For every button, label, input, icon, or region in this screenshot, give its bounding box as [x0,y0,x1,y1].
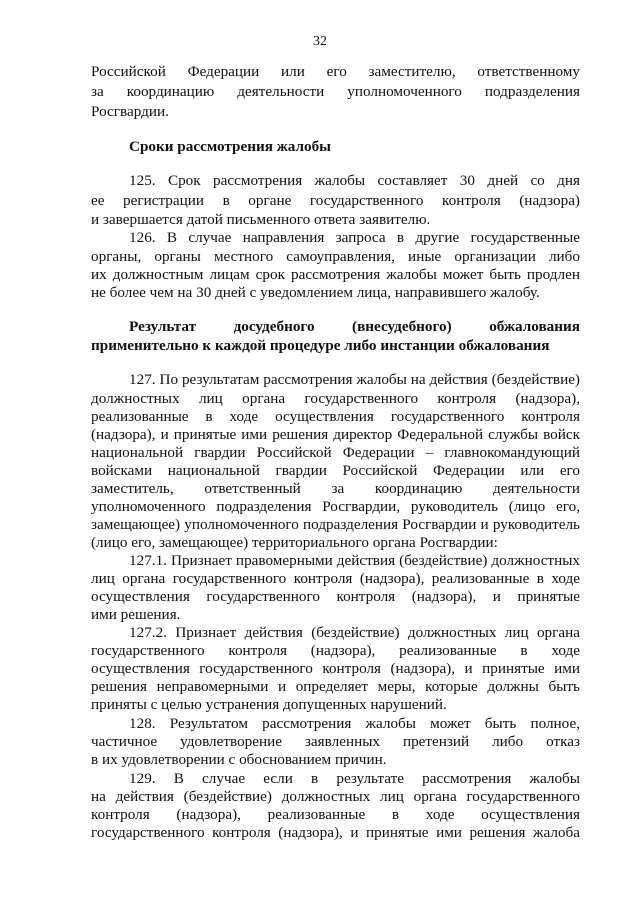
text-line: лиц органа государственного контроля (надзора), реализованные в ходе [91,570,580,587]
text-line: государственного контроля (надзора), реализованные в ходе [91,642,580,659]
text-line: в их удовлетворении с обоснованием причин. [91,751,387,768]
text-line: уполномоченного подразделения Росгвардии, руководитель (лицо его, [91,498,580,515]
text-line: (лицо его, замещающее) территориального органа Росгвардии: [91,534,498,551]
text-line: (надзора), и принятые ими решения директор Федеральной службы войск [91,426,580,443]
text-line: 127. По результатам рассмотрения жалобы на действия (бездействие) [129,371,580,388]
text-line: их должностным лицам срок рассмотрения жалобы может быть продлен [91,266,580,283]
text-line: органы, органы местного самоуправления, иные организации либо [91,248,580,265]
text-line: 126. В случае направления запроса в другие государственные [129,229,580,246]
text-line: национальной гвардии Российской Федерации – главнокомандующий [91,444,580,461]
text-line: 127.1. Признает правомерными действия (бездействие) должностных [129,552,580,569]
text-line: должностных лиц органа государственного контроля (надзора), [91,390,580,407]
text-line: Российской Федерации или его заместителю, ответственному [91,63,580,80]
text-line: решения неправомерными и определяет меры, которые должны быть [91,678,580,695]
text-line: 129. В случае если в результате рассмотрения жалобы [129,770,580,787]
text-line: ее регистрации в органе государственного контроля (надзора) [91,192,580,209]
text-line: на действия (бездействие) должностных лиц органа государственного [91,788,580,805]
text-line: 125. Срок рассмотрения жалобы составляет 30 дней со дня [129,172,580,189]
text-line: Росгвардии. [91,103,169,120]
text-line: государственного контроля (надзора), и принятые ими решения жалоба [91,824,580,841]
section-heading: Результат досудебного (внесудебного) обжалования [129,318,580,335]
text-line: 128. Результатом рассмотрения жалобы может быть полное, [129,715,580,732]
text-line: осуществления государственного контроля (надзора), и принятые ими [91,660,580,677]
text-line: не более чем на 30 дней с уведомлением лица, направившего жалобу. [91,284,540,301]
text-line: заместитель, ответственный за координацию деятельности [91,480,580,497]
section-heading: применительно к каждой процедуре либо инстанции обжалования [91,337,550,354]
text-line: замещающее) уполномоченного подразделения Росгвардии и руководитель [91,516,580,533]
text-line: за координацию деятельности уполномоченного подразделения [91,83,580,100]
section-heading: Сроки рассмотрения жалобы [129,138,332,155]
text-line: осуществления государственного контроля (надзора), и принятые [91,588,580,605]
text-line: ими решения. [91,606,181,623]
text-line: приняты с целью устранения допущенных нарушений. [91,696,447,713]
text-line: и завершается датой письменного ответа заявителю. [91,211,431,228]
text-line: 127.2. Признает действия (бездействие) должностных лиц органа [129,624,580,641]
text-line: контроля (надзора), реализованные в ходе осуществления [91,806,580,823]
text-line: частичное удовлетворение заявленных претензий либо отказ [91,733,580,750]
page-number: 32 [313,34,327,49]
text-line: реализованные в ходе осуществления государственного контроля [91,408,580,425]
text-line: войсками национальной гвардии Российской Федерации или его [91,462,580,479]
